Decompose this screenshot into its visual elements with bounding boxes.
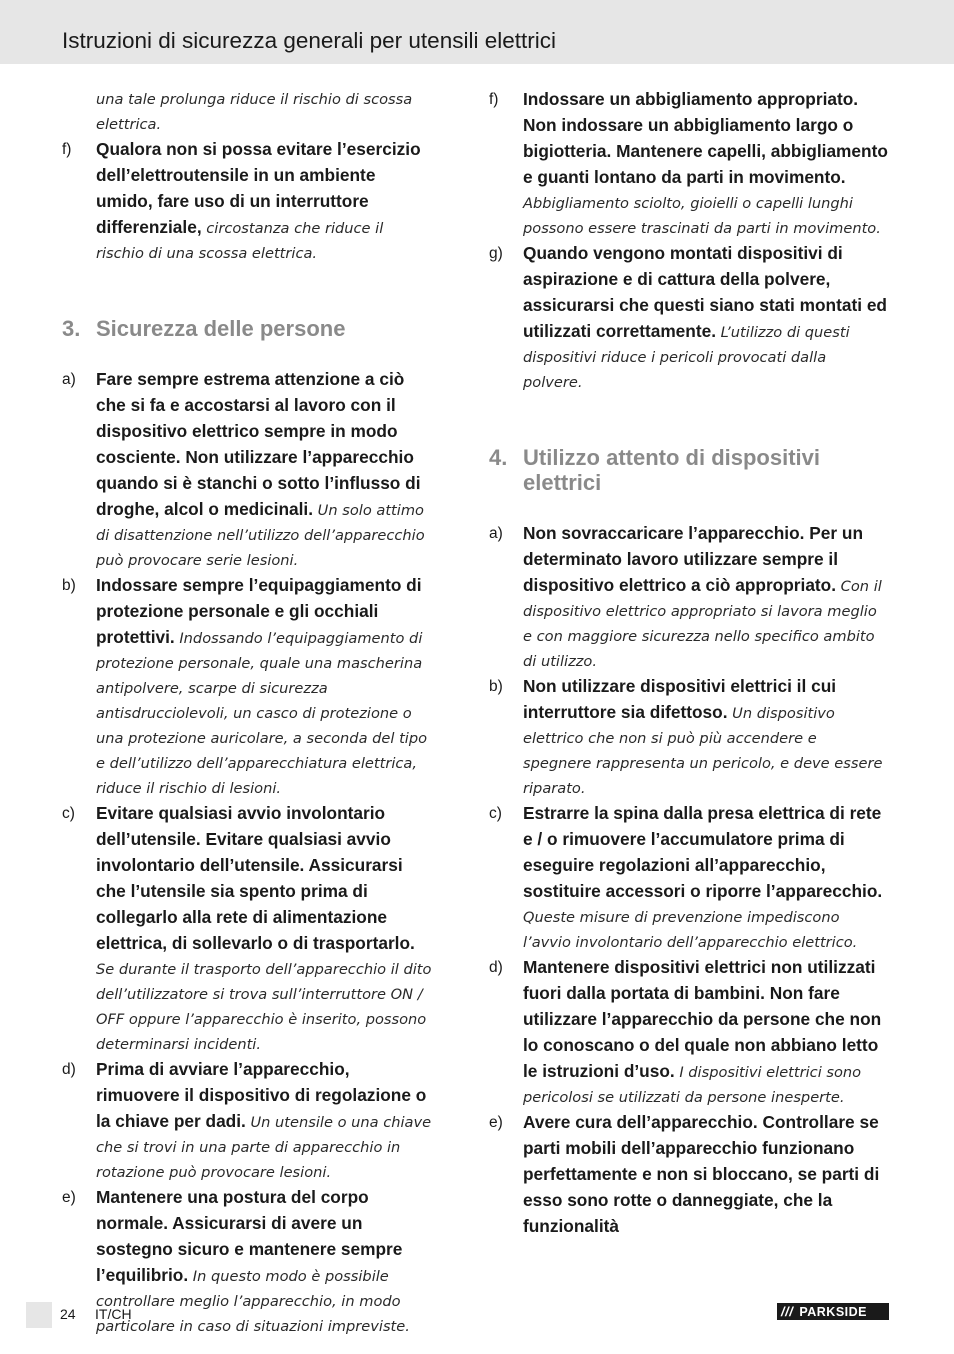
logo-bars: /// xyxy=(781,1304,794,1319)
left-column xyxy=(62,87,434,1339)
logo-text: PARKSIDE xyxy=(799,1304,868,1319)
item-letter: e) xyxy=(62,1189,76,1206)
item-bold: Indossare sempre l’equipaggiamento di protezione personale e gli occhiali protettivi. xyxy=(96,575,422,647)
list-item xyxy=(489,1110,889,1240)
item-italic: Con il dispositivo elettrico appropriato si lavora meglio e con maggiore sicurezza nello specifico ambito di utilizzo. xyxy=(523,578,882,670)
page-header xyxy=(0,0,954,64)
item-bold: Mantenere dispositivi elettrici non utilizzati fuori dalla portata di bambini. Non fare utilizzare l’apparecchio da persone che non lo conoscano o del quale non abbiano letto le istruzioni d’uso. xyxy=(523,957,882,1081)
item-bold: Quando vengono montati dispositivi di aspirazione e di cattura della polvere, assicurarsi che questi siano stati montati ed utilizzati correttamente. xyxy=(523,243,887,341)
item-bold: Qualora non si possa evitare l’esercizio dell’elettroutensile in un ambiente umido, fare uso di un interruttore differenziale, xyxy=(96,139,421,237)
item-italic: Un utensile o una chiave che si trovi in una parte di apparecchio in rotazione può provocare lesioni. xyxy=(96,1114,432,1181)
list-item xyxy=(62,1057,434,1185)
item-italic: I dispositivi elettrici sono pericolosi se utilizzati da persone inesperte. xyxy=(523,1064,862,1106)
item-italic: circostanza che riduce il rischio di una scossa elettrica. xyxy=(96,220,384,262)
section-number: 4. xyxy=(489,445,508,470)
item-bold: Fare sempre estrema attenzione a ciò che si fa e accostarsi al lavoro con il dispositivo elettrico sempre in modo cosciente. Non utilizzare l’apparecchio quando si è stanchi o sotto l’influsso di droghe, alcol o medicinali. xyxy=(96,369,421,519)
footer-marker xyxy=(26,1302,52,1328)
section-number: 3. xyxy=(62,316,81,341)
section-heading xyxy=(62,316,434,341)
item-bold: Prima di avviare l’apparecchio, rimuovere il dispositivo di regolazione o la chiave per dadi. xyxy=(96,1059,427,1131)
list-item xyxy=(62,801,434,1057)
list-item xyxy=(489,241,889,395)
list-item xyxy=(489,955,889,1110)
item-letter: e) xyxy=(489,1114,503,1131)
item-bold: Avere cura dell’apparecchio. Controllare se parti mobili dell’apparecchio funzionano perfettamente e non si bloccano, se parti di esso sono rotte o danneggiate, che la funzionalità xyxy=(523,1112,880,1236)
list-item xyxy=(489,521,889,674)
section-heading xyxy=(489,445,889,495)
item-letter: d) xyxy=(489,959,503,976)
right-column xyxy=(489,87,889,1240)
section-title: Sicurezza delle persone xyxy=(96,316,346,341)
item-italic: In questo modo è possibile controllare meglio l’apparecchio, in modo particolare in caso di situazioni impreviste. xyxy=(96,1268,410,1335)
item-italic: Queste misure di prevenzione impediscono l’avvio involontario dell’apparecchio elettrico. xyxy=(523,909,858,951)
parkside-logo xyxy=(777,1303,889,1320)
list-item xyxy=(489,674,889,801)
list-item xyxy=(62,573,434,801)
item-letter: c) xyxy=(62,805,75,822)
item-italic: Un dispositivo elettrico che non si può più accendere e spegnere rappresenta un pericolo, e deve essere riparato. xyxy=(523,705,883,797)
item-bold: Mantenere una postura del corpo normale. Assicurarsi di avere un sostegno sicuro e mantenere sempre l’equilibrio. xyxy=(96,1187,403,1285)
page-number: 24 xyxy=(60,1306,76,1322)
item-letter: f) xyxy=(489,91,499,108)
item-letter: f) xyxy=(62,141,72,158)
list-item xyxy=(489,87,889,241)
continued-italic: una tale prolunga riduce il rischio di scossa elettrica. xyxy=(96,91,413,133)
item-letter: b) xyxy=(489,678,503,695)
item-letter: a) xyxy=(489,525,503,542)
item-letter: g) xyxy=(489,245,503,262)
page-title: Istruzioni di sicurezza generali per utensili elettrici xyxy=(62,28,556,53)
item-letter: a) xyxy=(62,371,76,388)
item-bold: Non utilizzare dispositivi elettrici il cui interruttore sia difettoso. xyxy=(523,676,837,722)
item-letter: d) xyxy=(62,1061,76,1078)
item-italic: Abbigliamento sciolto, gioielli o capelli lunghi possono essere trascinati da parti in movimento. xyxy=(523,195,881,237)
continued-text xyxy=(96,87,434,137)
item-bold: Indossare un abbigliamento appropriato. Non indossare un abbigliamento largo o bigiotteria. Mantenere capelli, abbigliamento e guanti lontano da parti in movimento. xyxy=(523,89,888,187)
item-letter: b) xyxy=(62,577,76,594)
item-bold: Evitare qualsiasi avvio involontario dell’utensile. Evitare qualsiasi avvio involontario dell’utensile. Assicurarsi che l’utensile sia spento prima di collegarlo alla rete di alimentazione elettrica, di sollevarlo o di trasportarlo. xyxy=(96,803,415,953)
list-item xyxy=(62,367,434,573)
item-bold: Non sovraccaricare l’apparecchio. Per un determinato lavoro utilizzare sempre il dispositivo elettrico a ciò appropriato. xyxy=(523,523,864,595)
language-code: IT/CH xyxy=(95,1306,132,1322)
item-italic: L’utilizzo di questi dispositivi riduce i pericoli provocati dalla polvere. xyxy=(523,324,850,391)
item-italic: Un solo attimo di disattenzione nell’utilizzo dell’apparecchio può provocare serie lesioni. xyxy=(96,502,425,569)
item-bold: Estrarre la spina dalla presa elettrica di rete e / o rimuovere l’accumulatore prima di eseguire regolazioni all’apparecchio, sostituire accessori o riporre l’apparecchio. xyxy=(523,803,883,901)
section-title: Utilizzo attento di dispositivi elettrici xyxy=(523,445,820,495)
list-item xyxy=(62,137,434,266)
item-letter: c) xyxy=(489,805,502,822)
item-italic: Indossando l’equipaggiamento di protezione personale, quale una mascherina antipolvere, scarpe di sicurezza antisdrucciolevoli, un casco di protezione o una protezione auricolare, a seconda del tipo e dell’utilizzo dell’apparecchiatura elettrica, riduce il rischio di lesioni. xyxy=(96,630,428,797)
item-italic: Se durante il trasporto dell’apparecchio il dito dell’utilizzatore si trova sull’interruttore ON / OFF oppure l’apparecchio è inserito, possono determinarsi incidenti. xyxy=(96,961,432,1053)
list-item xyxy=(489,801,889,955)
